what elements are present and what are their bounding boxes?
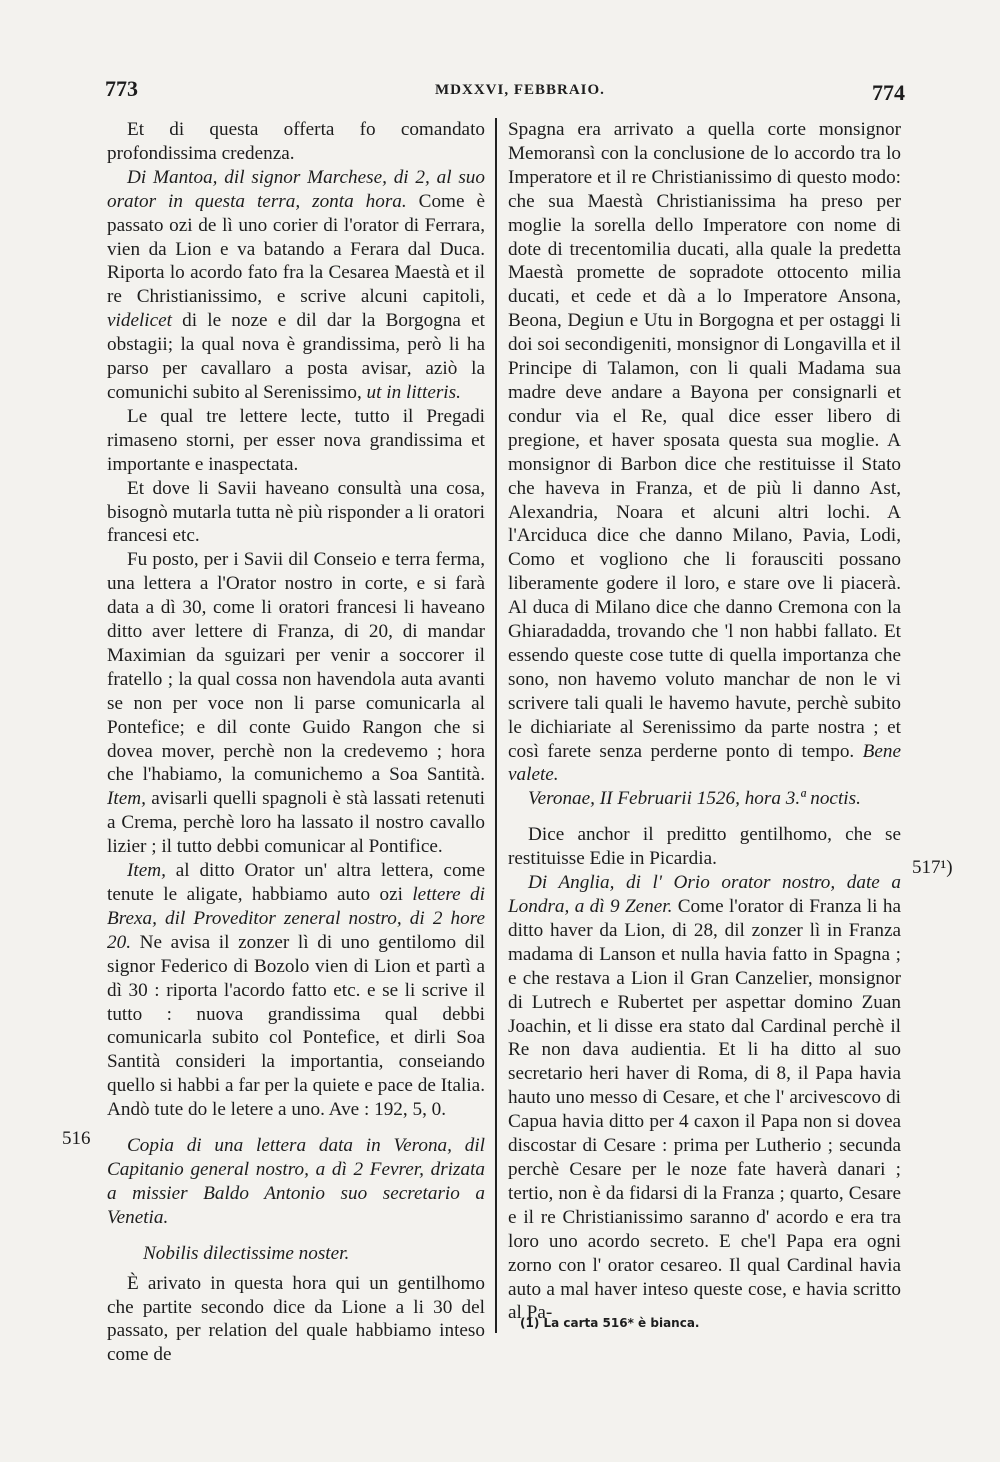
- text-run: Fu posto, per i Savii dil Conseio e terra ferma, una lettera a l'Orator nostro in corte, e si farà data a dì 30, come li oratori francesi li haveano ditto aver lettere di Franza, di 20, di mandar Maximian da sguizari per venir a soccorer il fratello ; la qual cossa non havendola auta avanti se non per voce non li parse comunicarla al Pontefice; e dil conte Guido Rangon che si dovea mover, perchè non la credevemo ; hora che l'habiamo, la comunichemo a Soa Santità.: [107, 549, 485, 786]
- text-run: di le noze e dil dar la Borgogna et obstagii; la qual nova è grandissima, però li ha parso per cavallaro a posta avisar, aziò la comunichi subito al Serenissimo,: [107, 310, 485, 403]
- margin-number-517: 517¹): [912, 857, 953, 878]
- text-run: Come è passato ozi de lì uno corier di l'orator di Ferrara, vien da Lion e va batando a Ferara dal Duca. Riporta lo acordo fato fra la Cesarea Maestà et il re Christianissimo, e scrive alcuni capitoli,: [107, 190, 485, 308]
- page-number-right: 774: [872, 80, 905, 105]
- paragraph: Et dove li Savii haveano consultà una cosa, bisognò mutarla tutta nè più risponder a li oratori francesi etc.: [107, 477, 485, 547]
- page-number-left: 773: [105, 76, 138, 101]
- paragraph: [107, 859, 485, 1122]
- letter-heading: Copia di una lettera data in Verona, dil Capitanio general nostro, a dì 2 Fevrer, drizata a missier Baldo Antonio suo secretario a Venetia.: [107, 1135, 485, 1228]
- text-run: Spagna era arrivato a quella corte monsignor Memoransì con la conclusione de lo accordo tra lo Imperatore et il re Christianissimo di questo modo: che sua Maestà Christianissima ha preso per moglie la sorella dello Imperatore con nome di dote di trecentomilia ducati, alla quale la predetta Maestà promette de sopradote ottocento milia ducati, et cede et dà a lo Imperatore Ansona, Beona, Degiun e Utu in Borgogna et per ostaggi li doi soi secondigeniti, monsignor di Longavilla et il Principe di Talamon, con li quali Madama sua madre deve andare a Bayona per consignarli et condur via el Re, qual dice esser libero di pregione, et haver sposata questa sua moglie. A monsignor di Barbon dice che restituisse il Stato che haveva in Franza, et de più li danno Ast, Alexandria, Noara et alcuni altri lochi. A l'Arciduca dice che danno Milano, Pavia, Lodi, Como et vogliono che li forausciti possano liberamente godere il loro, e stare ove li piacerà. Al duca di Milano dice che danno Cremona con la Ghiaradadda, trovando che 'l non habbi fallato. Et essendo queste cose tutte di quella importanza che sono, non havemo voluto manchar de non le vi scrivere tali quali le havemo havute, perchè subito le dichiariate al Serenissimo da parte nostra ; et così farete senza perderne ponto di tempo.: [508, 119, 901, 762]
- text-run: avisarli quelli spagnoli è stà lassati retenuti a Crema, perchè loro ha lassato il nostro cavallo lizier ; il tutto debbi comunicar al Pontifice.: [107, 788, 485, 858]
- italic-heading: Di Mantoa, dil signor Marchese, di 2, al suo orator in questa terra, zonta hora.: [107, 166, 485, 212]
- italic-phrase: lettere di Brexa, dil Proveditor zeneral nostro, di 2 hore 20.: [107, 884, 485, 953]
- left-column: [107, 118, 485, 1367]
- text-run: Ne avisa il zonzer lì di uno gentilomo dil signor Federico di Bozolo vien di Lion et partì a dì 30 : riporta l'acordo fatto etc. e se li scrive il tutto : nuova grandissima qual debbi comunicarla subito col Pontefice, et dirli Soa Santità consideri la importantia, conseiando quello si habbi a far per la quiete e pace de Italia. Andò tute do le letere a uno. Ave : 192, 5, 0.: [107, 931, 485, 1121]
- italic-word: videlicet: [107, 310, 172, 332]
- paragraph: [107, 548, 485, 859]
- paragraph: [508, 871, 901, 1325]
- italic-word: Item,: [127, 860, 166, 882]
- running-header: [105, 76, 905, 106]
- italic-word: ut in litteris.: [366, 381, 461, 403]
- paragraph: Et di questa offerta fo comandato profondissima credenza.: [107, 119, 485, 164]
- paragraph: [508, 118, 901, 787]
- italic-phrase: Bene valete.: [508, 740, 901, 786]
- text-run: Come l'orator di Franza li ha ditto haver da Lion, di 28, dil zonzer lì in Franza madama di Lanson et nulla havia fatto in Spagna ; e che restava a Lion il Gran Canzelier, monsignor di Lutrech e Rubertet per aspettar domino Zuan Joachin, et li disse era stato dal Cardinal perchè il Re non dava audientia. Et li ha ditto al suo secretario heri haver di Roma, di 8, il Papa havia hauto uno messo di Cesare, et che l' arcivescovo di Capua havia ditto per 4 caxon il Papa non si dovea discostar di Cesare : prima per Lutherio ; secunda perchè Cesare per le noze fate haverà danari ; tertio, non è da fidarsi di la Franza ; quarto, Cesare e il re Christianissimo saranno d' acordo e era tra loro uno acordo secreto. E che'l Papa era ogni zorno con l' orator cesareo. Il qual Cardinal havia auto a mal haver inteso queste cose, e havia scritto al Pa-: [508, 896, 901, 1324]
- date-line: Veronae, II Februarii 1526, hora 3.ª noctis.: [528, 788, 861, 810]
- column-divider: [495, 118, 497, 1333]
- text-run: al ditto Orator un' altra lettera, come tenute le aligate, habbiamo auto ozi: [107, 860, 485, 905]
- paragraph: [107, 166, 485, 405]
- right-column: [508, 118, 901, 1325]
- margin-number-516: 516: [62, 1128, 91, 1149]
- footnote: (1) La carta 516* è bianca.: [520, 1316, 700, 1330]
- italic-heading: Di Anglia, di l' Orio orator nostro, date a Londra, a dì 9 Zener.: [508, 872, 901, 917]
- italic-word: Item,: [107, 788, 146, 810]
- paragraph: Dice anchor il preditto gentilhomo, che se restituisse Edie in Picardia.: [508, 824, 901, 870]
- salutation: Nobilis dilectissime noster.: [143, 1242, 350, 1264]
- running-title: MDXXVI, FEBBRAIO.: [435, 82, 605, 98]
- paragraph: È arivato in questa hora qui un gentilhomo che partite secondo dice da Lione a li 30 del passato, per relation del quale habbiamo inteso come de: [107, 1272, 485, 1366]
- paragraph: Le qual tre lettere lecte, tutto il Pregadi rimaseno storni, per esser nova grandissima et importante e inaspectata.: [107, 405, 485, 475]
